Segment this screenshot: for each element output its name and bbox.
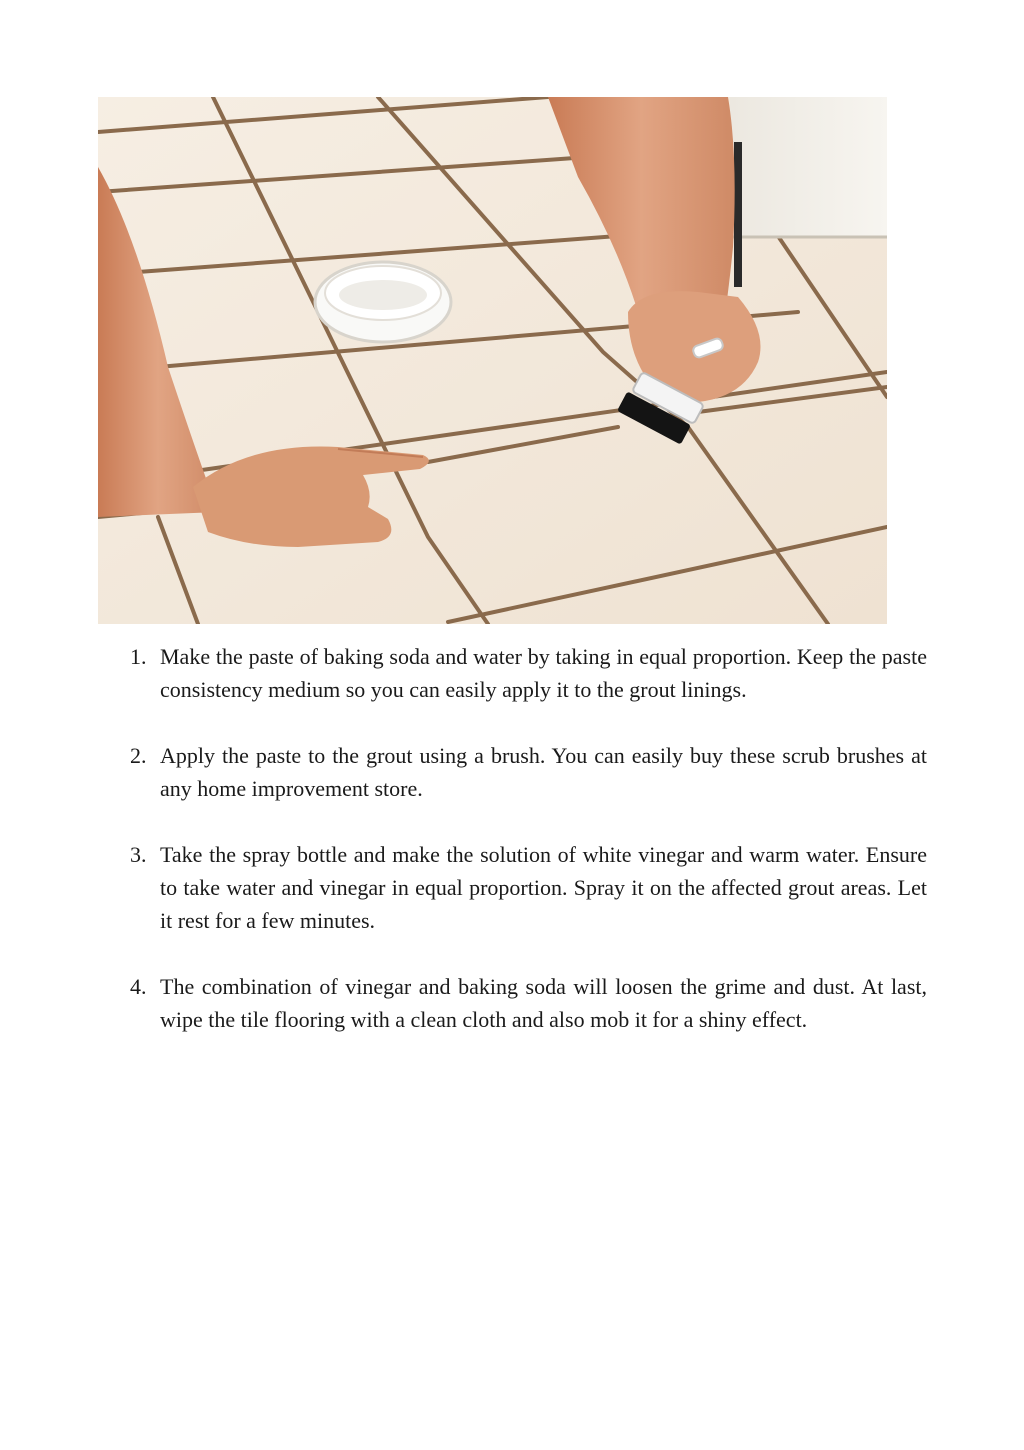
step-text: Apply the paste to the grout using a brush. You can easily buy these scrub brushes at any home improvement store. <box>160 743 927 801</box>
step-text: The combination of vinegar and baking soda will loosen the grime and dust. At last, wipe the tile flooring with a clean cloth and also mob it for a shiny effect. <box>160 974 927 1032</box>
step-number: 3. <box>130 842 147 867</box>
step-text: Take the spray bottle and make the solution of white vinegar and warm water. Ensure to take water and vinegar in equal proportion. Spray it on the affected grout areas. Let it rest for a few minutes. <box>160 842 927 933</box>
instruction-step-3 <box>130 838 927 937</box>
step-text: Make the paste of baking soda and water by taking in equal proportion. Keep the paste consistency medium so you can easily apply it to the grout linings. <box>160 644 927 702</box>
photo-illustration <box>98 97 887 624</box>
step-number: 4. <box>130 974 147 999</box>
instruction-step-1 <box>130 640 927 706</box>
step-number: 2. <box>130 743 147 768</box>
step-number: 1. <box>130 644 147 669</box>
instruction-step-4 <box>130 970 927 1036</box>
baking-soda-bowl <box>315 262 451 342</box>
grout-cleaning-photo <box>98 97 887 624</box>
instruction-step-2 <box>130 739 927 805</box>
cabinet <box>730 97 887 237</box>
instruction-list <box>130 640 927 1069</box>
